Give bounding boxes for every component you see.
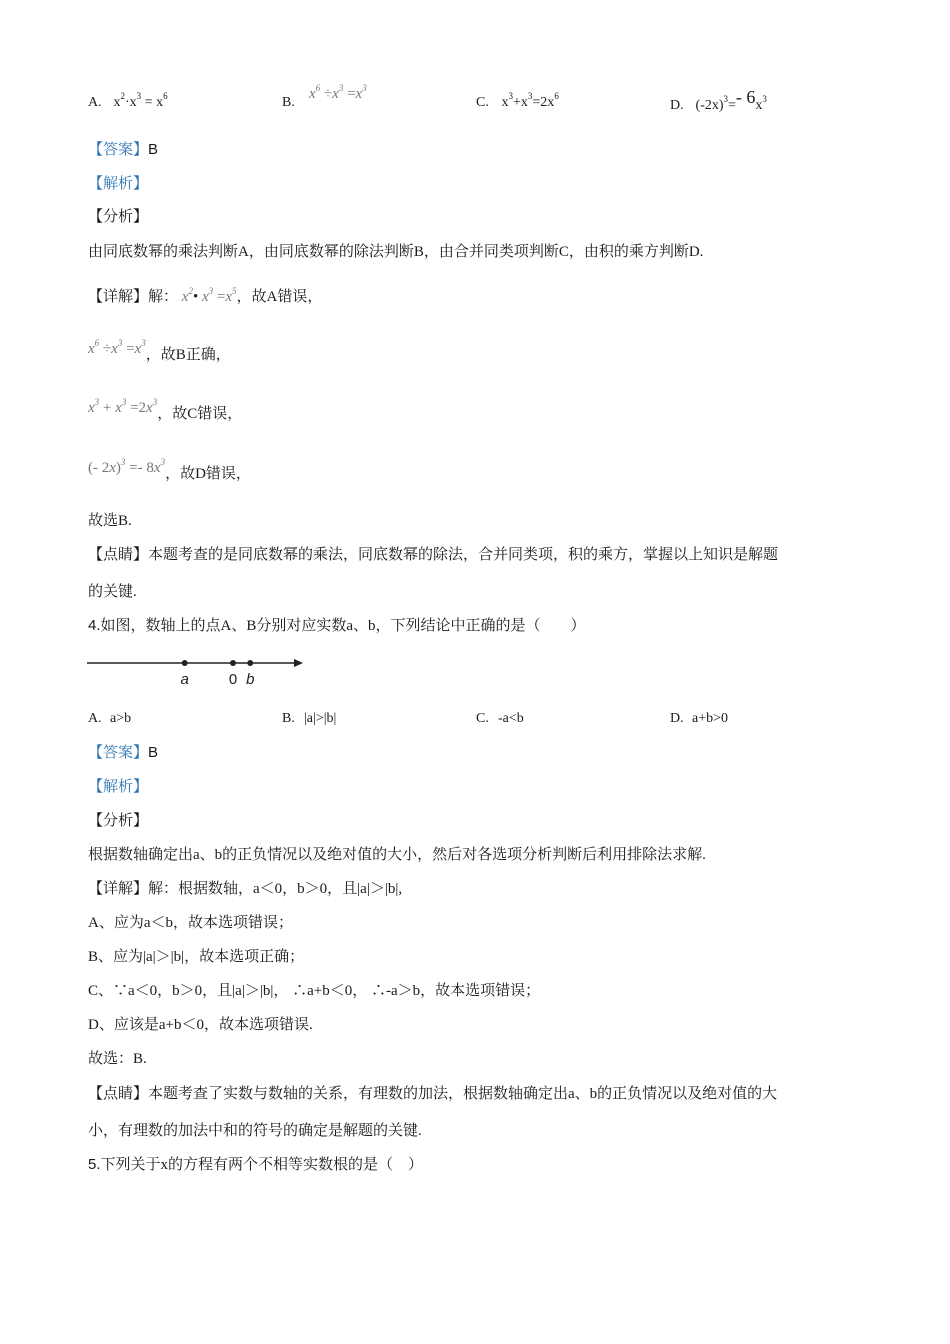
q4-analysis-tag: 【解析】	[88, 779, 149, 795]
point-zero	[230, 660, 236, 666]
q3-option-c	[476, 93, 559, 113]
point-a	[182, 660, 188, 666]
answer-value: B	[148, 744, 159, 761]
number-line-figure	[84, 652, 314, 692]
q3-fenxi-text: 由同底数幂的乘法判断A，由同底数幂的除法判断B，由合并同类项判断C，由积的乘方判断D.	[88, 244, 704, 260]
q3-comment-line1	[88, 545, 778, 565]
option-text: |a|>|b|	[304, 711, 337, 726]
step-1-note: ，故A错误，	[236, 289, 323, 305]
option-text: $(-2x)^3=-$ $6x^3$	[695, 87, 767, 113]
q3-fenxi-tag: 【分析】	[88, 209, 149, 225]
step-1-formula: $x^2•$ $x^3 =x^5$	[181, 286, 237, 305]
q3-step-2	[88, 338, 231, 365]
detail-prefix: 解：	[148, 289, 179, 305]
q4-line-a: A、应为a＜b，故本选项错误；	[88, 915, 293, 931]
q4-line-c: C、∵a＜0，b＞0，且|a|＞|b|， ∴a+b＜0， ∴-a＞b，故本选项错误；	[88, 983, 541, 999]
option-text: $x^2\cdot x^3 = x^6$	[113, 91, 168, 110]
q5-stem	[88, 1155, 423, 1175]
comment-tag: 【点睛】	[88, 1086, 149, 1102]
q4-stem	[88, 616, 586, 636]
comment-text: 本题考查的是同底数幂的乘法，同底数幂的除法，合并同类项，积的乘方，掌握以上知识是解题	[148, 547, 779, 563]
question-stem: 如图，数轴上的点A、B分别对应实数a、b，下列结论中正确的是（ ）	[100, 618, 586, 634]
q3-option-d	[670, 87, 767, 116]
q4-detail-line	[88, 879, 402, 899]
step-4-formula: (- $2x)^3 =- 8x^3$	[88, 457, 166, 476]
option-key: D.	[670, 98, 684, 113]
comment-tag: 【点睛】	[88, 547, 149, 563]
q3-option-b-formula: $x^6 \div x^3 =x^3$	[309, 83, 367, 102]
q3-detail-line	[88, 287, 322, 307]
step-3-note: ，故C错误，	[157, 406, 243, 422]
option-key: C.	[476, 95, 489, 110]
q4-answer	[88, 743, 158, 763]
option-text: a+b>0	[692, 711, 729, 726]
q4-comment-line2: 小，有理数的加法中和的符号的确定是解题的关键.	[88, 1123, 422, 1139]
arrow-head-icon	[294, 659, 303, 667]
option-key: A.	[88, 95, 102, 110]
answer-value: B	[148, 141, 159, 158]
q3-step-3	[88, 397, 243, 424]
q4-option-a	[88, 709, 131, 729]
question-number: 4.	[88, 617, 101, 634]
q3-comment-line2: 的关键.	[88, 584, 137, 600]
detail-tag: 【详解】	[88, 289, 149, 305]
comment-text: 本题考查了实数与数轴的关系，有理数的加法，根据数轴确定出a、b的正负情况以及绝对值的大	[148, 1086, 778, 1102]
question-stem: 下列关于x的方程有两个不相等实数根的是（ ）	[100, 1157, 424, 1173]
q4-fenxi-text: 根据数轴确定出a、b的正负情况以及绝对值的大小，然后对各选项分析判断后利用排除法求解.	[88, 847, 706, 863]
option-key: C.	[476, 711, 489, 726]
answer-tag: 【答案】	[88, 142, 149, 158]
option-key: A.	[88, 711, 102, 726]
option-text: a>b	[110, 711, 132, 726]
step-2-formula: $x^6 \div x^3 =x^3$	[88, 338, 146, 357]
detail-text: 解：根据数轴，a＜0，b＞0，且|a|＞|b|,	[148, 881, 403, 897]
point-b	[247, 660, 253, 666]
step-4-note: ，故D错误，	[165, 466, 251, 482]
q4-line-b: B、应为|a|＞|b|，故本选项正确；	[88, 949, 305, 965]
option-key: B.	[282, 95, 295, 110]
label-zero: 0	[228, 671, 238, 688]
option-key: D.	[670, 711, 684, 726]
q3-option-b	[282, 93, 304, 113]
label-a: a	[180, 671, 189, 688]
answer-tag: 【答案】	[88, 745, 149, 761]
option-text: $x^3+x^3=2x^6$	[501, 91, 559, 110]
step-3-formula: $x^3 + x^3 =2x^3$	[88, 397, 158, 416]
question-number: 5.	[88, 1156, 101, 1173]
q4-line-d: D、应该是a+b＜0，故本选项错误.	[88, 1017, 313, 1033]
q4-option-d	[670, 709, 728, 729]
q4-comment-line1	[88, 1084, 777, 1104]
q4-conclusion: 故选：B.	[88, 1051, 147, 1067]
q4-option-b	[282, 709, 336, 729]
q4-option-c	[476, 709, 524, 729]
option-key: B.	[282, 711, 295, 726]
q3-step-4	[88, 457, 251, 484]
option-text: -a<b	[498, 711, 524, 726]
q3-answer	[88, 140, 158, 160]
q3-analysis-tag: 【解析】	[88, 176, 149, 192]
step-2-note: ，故B正确，	[145, 347, 231, 363]
q4-fenxi-tag: 【分析】	[88, 813, 149, 829]
q3-conclusion: 故选B.	[88, 513, 132, 529]
label-b: b	[246, 671, 255, 688]
detail-tag: 【详解】	[88, 881, 149, 897]
q3-option-a	[88, 93, 168, 113]
